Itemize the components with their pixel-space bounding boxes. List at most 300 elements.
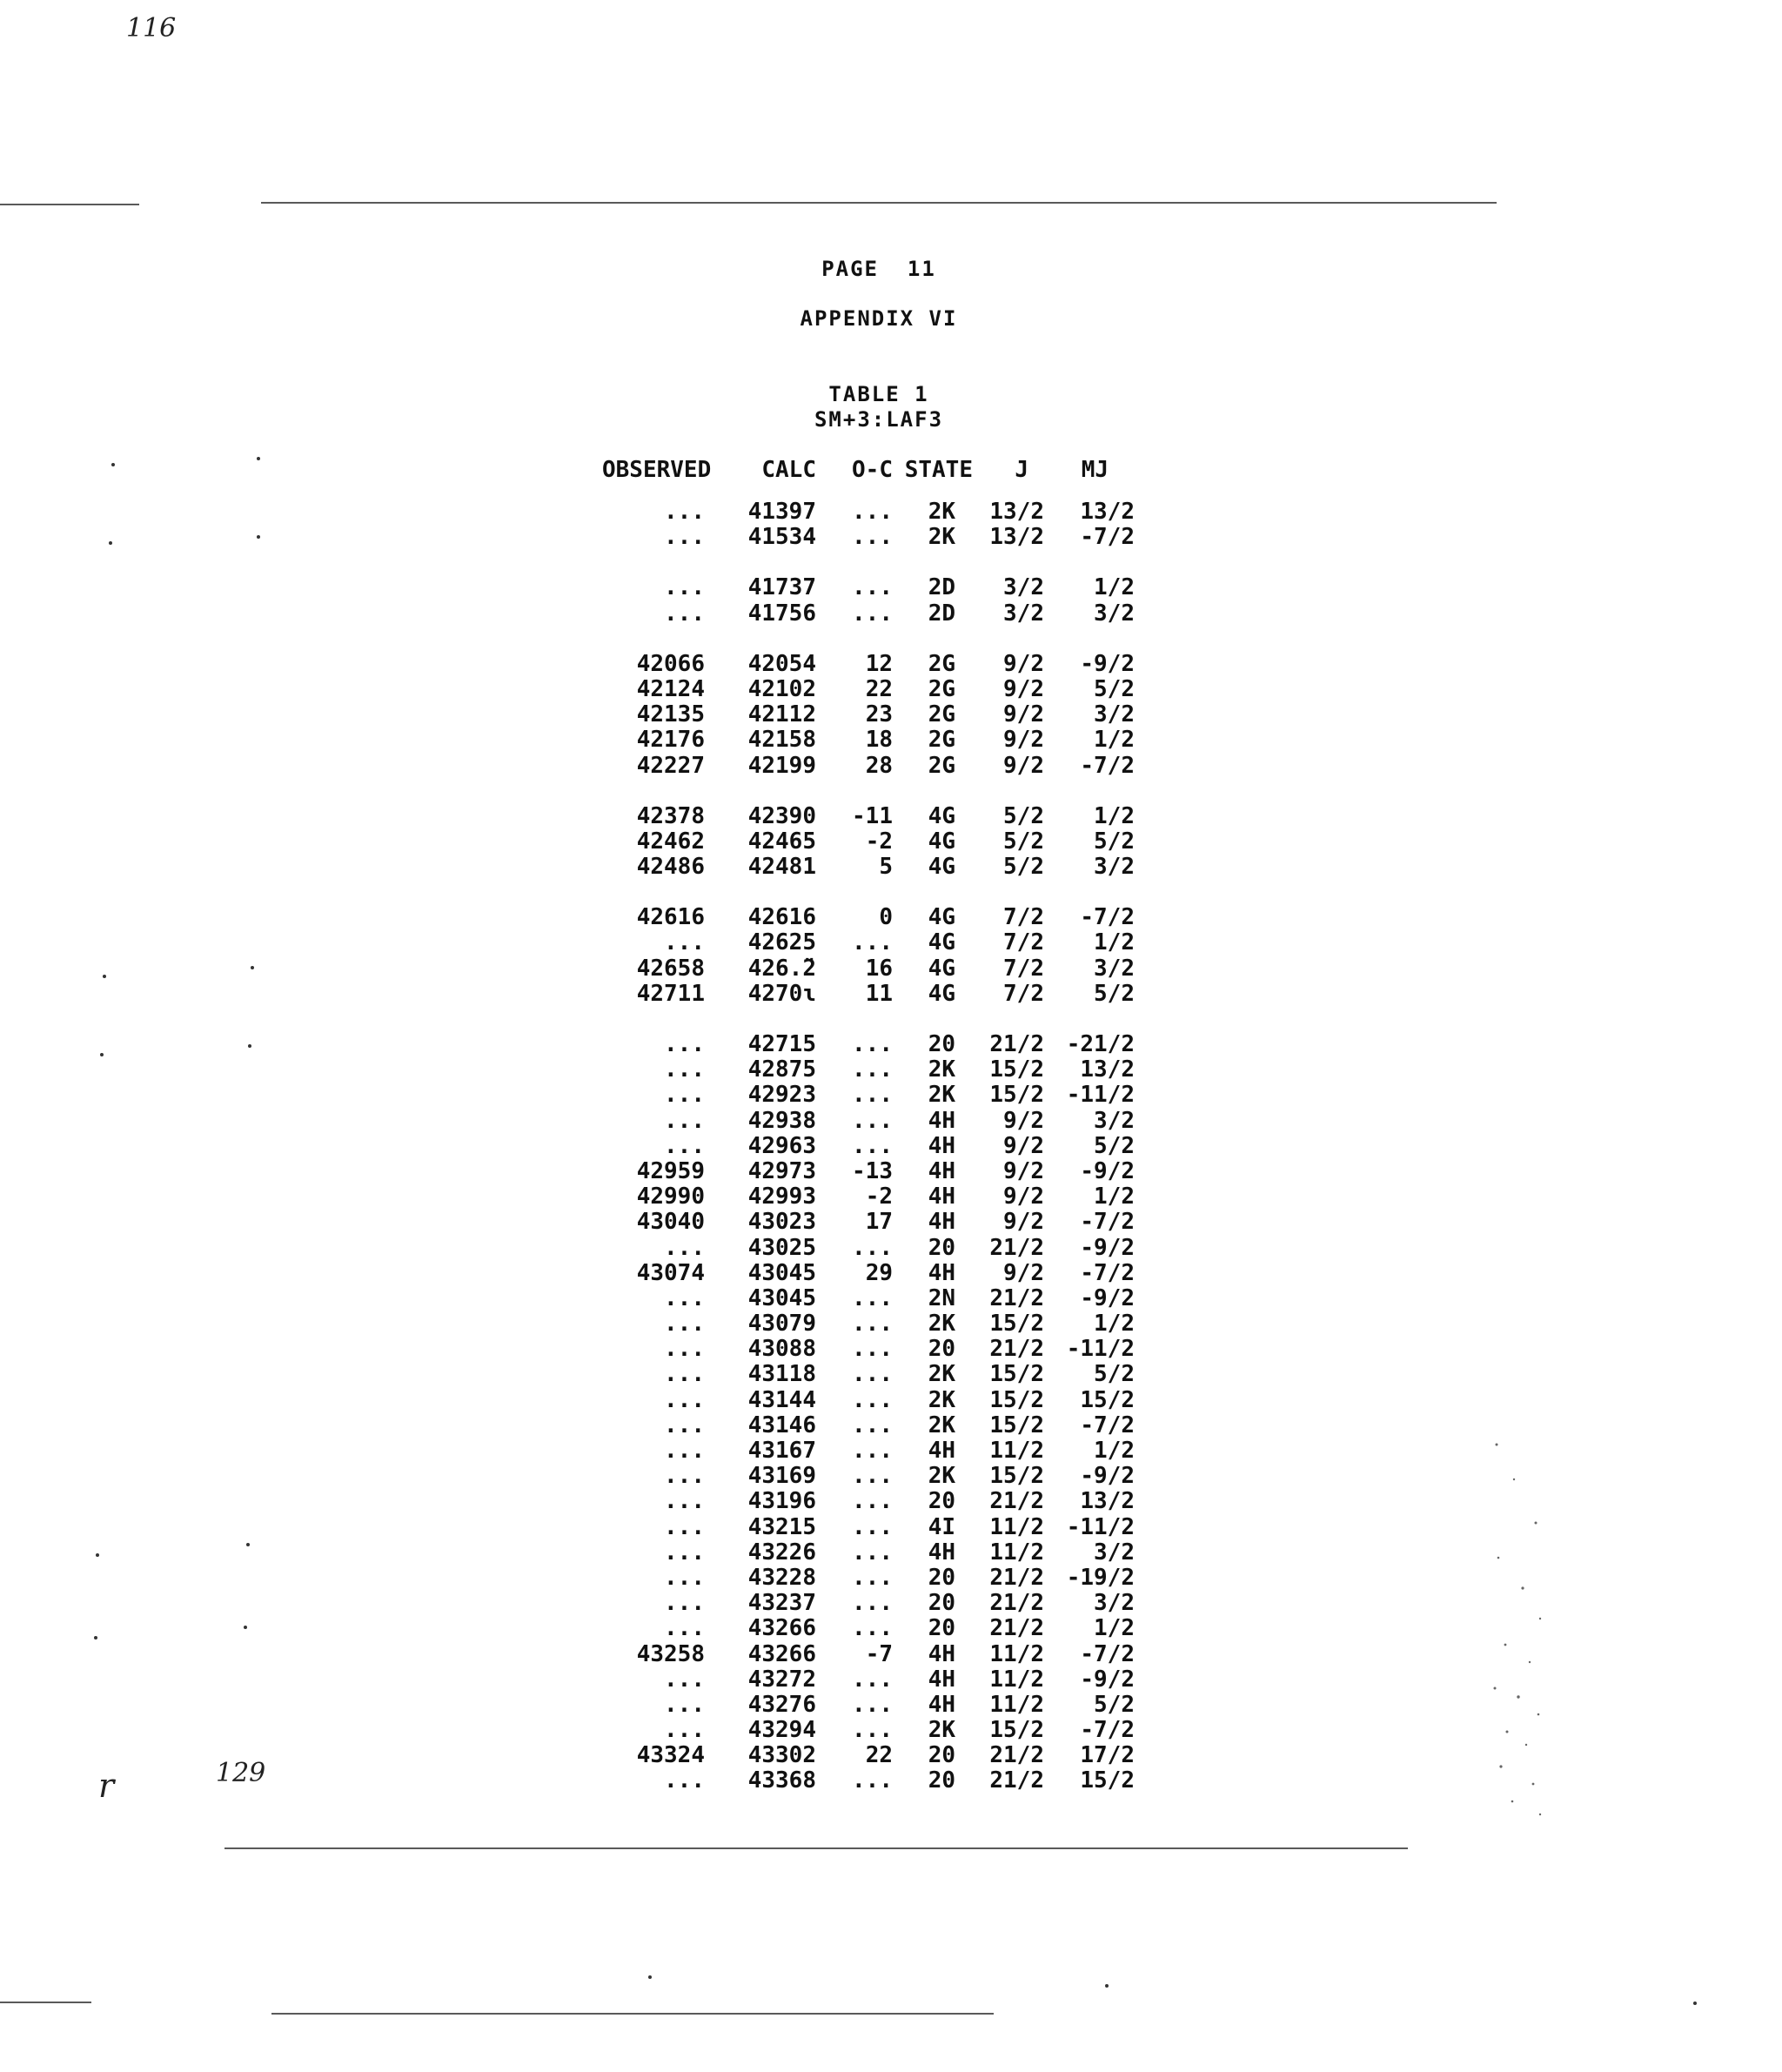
observed-cell: ... bbox=[664, 1336, 705, 1363]
j-cell: 5/2 bbox=[1003, 802, 1044, 829]
observed-cell: ... bbox=[664, 1056, 705, 1083]
calc-cell: 43045 bbox=[747, 1284, 816, 1311]
calc-cell: 43228 bbox=[747, 1564, 816, 1591]
j-cell: 9/2 bbox=[1003, 1132, 1044, 1159]
observed-cell: 42124 bbox=[636, 675, 705, 702]
o-c-cell: 0 bbox=[879, 904, 893, 931]
observed-cell: ... bbox=[664, 1438, 705, 1464]
observed-cell: ... bbox=[664, 1564, 705, 1591]
table-row bbox=[602, 930, 1135, 956]
mj-cell: 1/2 bbox=[1094, 1311, 1135, 1338]
j-cell: 9/2 bbox=[1003, 752, 1044, 779]
table-row bbox=[602, 1515, 1135, 1540]
observed-cell: ... bbox=[664, 1666, 705, 1693]
mj-cell: -11/2 bbox=[1066, 1082, 1135, 1109]
table-row bbox=[602, 1057, 1135, 1083]
state-cell: 4H bbox=[928, 1691, 955, 1718]
o-c-cell: -2 bbox=[865, 1184, 893, 1210]
observed-cell: ... bbox=[664, 1386, 705, 1413]
table-row bbox=[602, 1083, 1135, 1108]
o-c-cell: 28 bbox=[865, 752, 893, 779]
calc-cell: 43146 bbox=[747, 1412, 816, 1438]
bottom-rule bbox=[224, 1847, 1408, 1849]
state-cell: 2G bbox=[928, 701, 955, 728]
table-row bbox=[602, 702, 1135, 728]
observed-cell: ... bbox=[664, 1488, 705, 1515]
observed-cell: ... bbox=[664, 1513, 705, 1540]
state-cell: 4H bbox=[928, 1640, 955, 1667]
j-cell: 21/2 bbox=[989, 1284, 1044, 1311]
j-cell: 9/2 bbox=[1003, 727, 1044, 754]
mj-cell: -11/2 bbox=[1066, 1513, 1135, 1540]
mj-cell: -7/2 bbox=[1080, 1412, 1135, 1438]
state-cell: 4H bbox=[928, 1157, 955, 1184]
state-cell: 4I bbox=[928, 1513, 955, 1540]
mj-cell: 1/2 bbox=[1094, 1184, 1135, 1210]
calc-cell: 43196 bbox=[747, 1488, 816, 1515]
state-cell: 2K bbox=[928, 524, 955, 551]
o-c-cell: 12 bbox=[865, 650, 893, 677]
o-c-cell: ... bbox=[852, 1539, 893, 1566]
j-cell: 15/2 bbox=[989, 1412, 1044, 1438]
scan-speck bbox=[257, 457, 260, 460]
j-cell: 9/2 bbox=[1003, 701, 1044, 728]
calc-cell: 43215 bbox=[747, 1513, 816, 1540]
state-cell: 20 bbox=[928, 1564, 955, 1591]
scan-speck bbox=[96, 1553, 99, 1557]
mj-cell: 3/2 bbox=[1094, 1107, 1135, 1134]
mj-cell: 3/2 bbox=[1094, 1539, 1135, 1566]
calc-cell: 41397 bbox=[747, 499, 816, 525]
mj-cell: -7/2 bbox=[1080, 1209, 1135, 1236]
o-c-cell: 22 bbox=[865, 675, 893, 702]
scan-speck bbox=[248, 1044, 251, 1048]
j-cell: 21/2 bbox=[989, 1336, 1044, 1363]
table-row bbox=[602, 1489, 1135, 1514]
j-cell: 3/2 bbox=[1003, 600, 1044, 627]
handwritten-note: 129 bbox=[216, 1758, 266, 1788]
observed-cell: ... bbox=[664, 1767, 705, 1794]
j-cell: 15/2 bbox=[989, 1463, 1044, 1490]
mj-cell: -7/2 bbox=[1080, 752, 1135, 779]
mj-cell: 5/2 bbox=[1094, 1691, 1135, 1718]
calc-cell: 43294 bbox=[747, 1717, 816, 1744]
j-cell: 15/2 bbox=[989, 1056, 1044, 1083]
j-cell: 15/2 bbox=[989, 1311, 1044, 1338]
o-c-cell: -7 bbox=[865, 1640, 893, 1667]
table-row bbox=[602, 525, 1135, 550]
mj-cell: 13/2 bbox=[1080, 1056, 1135, 1083]
state-cell: 4G bbox=[928, 904, 955, 931]
calc-cell: 43272 bbox=[747, 1666, 816, 1693]
o-c-cell: ... bbox=[852, 1107, 893, 1134]
state-cell: 4H bbox=[928, 1259, 955, 1286]
observed-cell: ... bbox=[664, 1132, 705, 1159]
column-header-o-c: O-C bbox=[852, 457, 893, 483]
observed-cell: ... bbox=[664, 1311, 705, 1338]
state-cell: 2K bbox=[928, 1082, 955, 1109]
observed-cell: 42711 bbox=[636, 980, 705, 1007]
calc-cell: 42465 bbox=[747, 828, 816, 855]
calc-cell: 426.̈2 bbox=[747, 955, 816, 982]
j-cell: 9/2 bbox=[1003, 650, 1044, 677]
calc-cell: 43169 bbox=[747, 1463, 816, 1490]
o-c-cell: 29 bbox=[865, 1259, 893, 1286]
table-row bbox=[602, 500, 1135, 525]
scan-speck bbox=[257, 535, 260, 539]
state-cell: 2G bbox=[928, 727, 955, 754]
calc-cell: 42481 bbox=[747, 854, 816, 881]
table-header-row bbox=[602, 454, 1135, 486]
mj-cell: -7/2 bbox=[1080, 904, 1135, 931]
state-cell: 2D bbox=[928, 574, 955, 601]
o-c-cell: 17 bbox=[865, 1209, 893, 1236]
top-rule bbox=[261, 202, 1497, 204]
observed-cell: ... bbox=[664, 1615, 705, 1642]
scan-speck bbox=[1105, 1984, 1109, 1988]
j-cell: 5/2 bbox=[1003, 854, 1044, 881]
observed-cell: 42462 bbox=[636, 828, 705, 855]
table-row bbox=[602, 1693, 1135, 1718]
table-row bbox=[602, 1337, 1135, 1362]
j-cell: 11/2 bbox=[989, 1539, 1044, 1566]
state-cell: 2G bbox=[928, 675, 955, 702]
mj-cell: 3/2 bbox=[1094, 1590, 1135, 1617]
observed-cell: 42176 bbox=[636, 727, 705, 754]
mj-cell: -19/2 bbox=[1066, 1564, 1135, 1591]
calc-cell: 43167 bbox=[747, 1438, 816, 1464]
mj-cell: -21/2 bbox=[1066, 1031, 1135, 1057]
j-cell: 11/2 bbox=[989, 1438, 1044, 1464]
mj-cell: 1/2 bbox=[1094, 802, 1135, 829]
observed-cell: ... bbox=[664, 1031, 705, 1057]
calc-cell: 43226 bbox=[747, 1539, 816, 1566]
j-cell: 7/2 bbox=[1003, 904, 1044, 931]
state-cell: 20 bbox=[928, 1336, 955, 1363]
calc-cell: 41737 bbox=[747, 574, 816, 601]
observed-cell: 42227 bbox=[636, 752, 705, 779]
state-cell: 20 bbox=[928, 1234, 955, 1261]
observed-cell: 43040 bbox=[636, 1209, 705, 1236]
state-cell: 4H bbox=[928, 1666, 955, 1693]
state-cell: 20 bbox=[928, 1742, 955, 1769]
table-row bbox=[602, 1362, 1135, 1387]
o-c-cell: 23 bbox=[865, 701, 893, 728]
table-row bbox=[602, 1261, 1135, 1286]
column-header-j: J bbox=[1015, 457, 1028, 483]
table-row bbox=[602, 1184, 1135, 1210]
o-c-cell: ... bbox=[852, 1234, 893, 1261]
state-cell: 4G bbox=[928, 955, 955, 982]
o-c-cell: ... bbox=[852, 1717, 893, 1744]
calc-cell: 43023 bbox=[747, 1209, 816, 1236]
j-cell: 21/2 bbox=[989, 1234, 1044, 1261]
j-cell: 21/2 bbox=[989, 1767, 1044, 1794]
calc-cell: 43266 bbox=[747, 1615, 816, 1642]
footer-rule bbox=[271, 2013, 994, 2015]
table-row bbox=[602, 1616, 1135, 1641]
observed-cell: 43074 bbox=[636, 1259, 705, 1286]
calc-cell: 42993 bbox=[747, 1184, 816, 1210]
calc-cell: 42390 bbox=[747, 802, 816, 829]
o-c-cell: ... bbox=[852, 1691, 893, 1718]
mj-cell: 3/2 bbox=[1094, 854, 1135, 881]
table-row bbox=[602, 754, 1135, 779]
j-cell: 5/2 bbox=[1003, 828, 1044, 855]
state-cell: 4G bbox=[928, 828, 955, 855]
observed-cell: 42486 bbox=[636, 854, 705, 881]
scan-speck bbox=[251, 966, 254, 969]
j-cell: 9/2 bbox=[1003, 1184, 1044, 1210]
j-cell: 9/2 bbox=[1003, 1209, 1044, 1236]
table-row bbox=[602, 1311, 1135, 1337]
table-title: TABLE 1 bbox=[828, 382, 929, 406]
state-cell: 4H bbox=[928, 1184, 955, 1210]
mj-cell: 5/2 bbox=[1094, 1361, 1135, 1388]
calc-cell: 42963 bbox=[747, 1132, 816, 1159]
table-row bbox=[602, 1540, 1135, 1566]
state-cell: 2K bbox=[928, 1056, 955, 1083]
table-row bbox=[602, 1591, 1135, 1616]
o-c-cell: ... bbox=[852, 600, 893, 627]
calc-cell: 43079 bbox=[747, 1311, 816, 1338]
state-cell: 20 bbox=[928, 1615, 955, 1642]
o-c-cell: ... bbox=[852, 1031, 893, 1057]
calc-cell: 43302 bbox=[747, 1742, 816, 1769]
state-cell: 20 bbox=[928, 1767, 955, 1794]
state-cell: 4G bbox=[928, 980, 955, 1007]
calc-cell: 42938 bbox=[747, 1107, 816, 1134]
column-header-calc: CALC bbox=[761, 457, 816, 483]
o-c-cell: ... bbox=[852, 1284, 893, 1311]
scan-speck bbox=[94, 1636, 97, 1639]
mj-cell: 5/2 bbox=[1094, 980, 1135, 1007]
o-c-cell: ... bbox=[852, 1513, 893, 1540]
mj-cell: 15/2 bbox=[1080, 1386, 1135, 1413]
column-header-mj: MJ bbox=[1081, 457, 1109, 483]
o-c-cell: -2 bbox=[865, 828, 893, 855]
j-cell: 21/2 bbox=[989, 1488, 1044, 1515]
observed-cell: 42135 bbox=[636, 701, 705, 728]
state-cell: 20 bbox=[928, 1031, 955, 1057]
o-c-cell: ... bbox=[852, 1386, 893, 1413]
calc-cell: 42715 bbox=[747, 1031, 816, 1057]
compound-label: SM+3:LAF3 bbox=[814, 407, 944, 432]
observed-cell: 42959 bbox=[636, 1157, 705, 1184]
scan-speck bbox=[103, 975, 106, 978]
o-c-cell: ... bbox=[852, 1082, 893, 1109]
table-row bbox=[602, 804, 1135, 829]
state-cell: 4G bbox=[928, 854, 955, 881]
calc-cell: 43266 bbox=[747, 1640, 816, 1667]
mj-cell: 5/2 bbox=[1094, 1132, 1135, 1159]
table-row bbox=[602, 855, 1135, 880]
state-cell: 4H bbox=[928, 1539, 955, 1566]
j-cell: 13/2 bbox=[989, 499, 1044, 525]
scan-speck bbox=[648, 1975, 652, 1979]
o-c-cell: ... bbox=[852, 1412, 893, 1438]
state-cell: 20 bbox=[928, 1488, 955, 1515]
mj-cell: 5/2 bbox=[1094, 828, 1135, 855]
state-cell: 2K bbox=[928, 499, 955, 525]
o-c-cell: ... bbox=[852, 1463, 893, 1490]
o-c-cell: 16 bbox=[865, 955, 893, 982]
table-row bbox=[602, 1743, 1135, 1768]
mj-cell: -9/2 bbox=[1080, 1463, 1135, 1490]
j-cell: 7/2 bbox=[1003, 929, 1044, 956]
observed-cell: ... bbox=[664, 1412, 705, 1438]
calc-cell: 43368 bbox=[747, 1767, 816, 1794]
state-cell: 20 bbox=[928, 1590, 955, 1617]
o-c-cell: 18 bbox=[865, 727, 893, 754]
handwritten-page-number: 116 bbox=[126, 13, 177, 44]
state-cell: 2K bbox=[928, 1463, 955, 1490]
mj-cell: 1/2 bbox=[1094, 1438, 1135, 1464]
scan-speck bbox=[100, 1053, 104, 1056]
j-cell: 7/2 bbox=[1003, 980, 1044, 1007]
table-row bbox=[602, 1210, 1135, 1235]
calc-cell: 42054 bbox=[747, 650, 816, 677]
observed-cell: ... bbox=[664, 600, 705, 627]
j-cell: 21/2 bbox=[989, 1031, 1044, 1057]
table-row bbox=[602, 1109, 1135, 1134]
footer-left-rule bbox=[0, 2002, 91, 2003]
j-cell: 11/2 bbox=[989, 1691, 1044, 1718]
observed-cell: 42066 bbox=[636, 650, 705, 677]
state-cell: 4G bbox=[928, 802, 955, 829]
calc-cell: 43025 bbox=[747, 1234, 816, 1261]
o-c-cell: -11 bbox=[852, 802, 893, 829]
mj-cell: 13/2 bbox=[1080, 499, 1135, 525]
observed-cell: 43258 bbox=[636, 1640, 705, 1667]
mj-cell: -9/2 bbox=[1080, 1157, 1135, 1184]
observed-cell: ... bbox=[664, 1234, 705, 1261]
table-row bbox=[602, 1286, 1135, 1311]
table-row bbox=[602, 1718, 1135, 1743]
table-row bbox=[602, 677, 1135, 702]
calc-cell: 43045 bbox=[747, 1259, 816, 1286]
calc-cell: 42625 bbox=[747, 929, 816, 956]
mj-cell: -7/2 bbox=[1080, 524, 1135, 551]
o-c-cell: ... bbox=[852, 1488, 893, 1515]
column-header-observed: OBSERVED bbox=[602, 457, 712, 483]
observed-cell: ... bbox=[664, 1691, 705, 1718]
table-row bbox=[602, 1768, 1135, 1794]
observed-cell: 42658 bbox=[636, 955, 705, 982]
observed-cell: ... bbox=[664, 1284, 705, 1311]
calc-cell: 4270ɩ bbox=[747, 980, 816, 1007]
o-c-cell: ... bbox=[852, 1767, 893, 1794]
observed-cell: 42990 bbox=[636, 1184, 705, 1210]
table-row bbox=[602, 652, 1135, 677]
o-c-cell: -13 bbox=[852, 1157, 893, 1184]
observed-cell: ... bbox=[664, 1539, 705, 1566]
mj-cell: 1/2 bbox=[1094, 1615, 1135, 1642]
scan-speck bbox=[109, 541, 112, 545]
j-cell: 15/2 bbox=[989, 1717, 1044, 1744]
state-cell: 2K bbox=[928, 1361, 955, 1388]
observed-cell: ... bbox=[664, 1107, 705, 1134]
state-cell: 4H bbox=[928, 1132, 955, 1159]
observed-cell: 43324 bbox=[636, 1742, 705, 1769]
table-body bbox=[602, 500, 1135, 1794]
mj-cell: -9/2 bbox=[1080, 1234, 1135, 1261]
calc-cell: 42158 bbox=[747, 727, 816, 754]
j-cell: 9/2 bbox=[1003, 1157, 1044, 1184]
o-c-cell: ... bbox=[852, 524, 893, 551]
o-c-cell: ... bbox=[852, 1564, 893, 1591]
table-row bbox=[602, 1236, 1135, 1261]
mj-cell: -9/2 bbox=[1080, 1284, 1135, 1311]
calc-cell: 42199 bbox=[747, 752, 816, 779]
table-row bbox=[602, 1642, 1135, 1667]
observed-cell: ... bbox=[664, 1590, 705, 1617]
observed-cell: 42616 bbox=[636, 904, 705, 931]
mj-cell: -11/2 bbox=[1066, 1336, 1135, 1363]
mj-cell: 5/2 bbox=[1094, 675, 1135, 702]
table-row bbox=[602, 1413, 1135, 1438]
calc-cell: 43144 bbox=[747, 1386, 816, 1413]
o-c-cell: ... bbox=[852, 574, 893, 601]
page-label: PAGE 11 bbox=[821, 257, 936, 281]
mj-cell: 3/2 bbox=[1094, 701, 1135, 728]
mj-cell: 15/2 bbox=[1080, 1767, 1135, 1794]
observed-cell: ... bbox=[664, 1082, 705, 1109]
mj-cell: 3/2 bbox=[1094, 600, 1135, 627]
j-cell: 11/2 bbox=[989, 1513, 1044, 1540]
table-row bbox=[602, 1438, 1135, 1464]
scan-speck bbox=[244, 1626, 247, 1629]
data-table bbox=[602, 454, 1135, 1794]
calc-cell: 43118 bbox=[747, 1361, 816, 1388]
state-cell: 2D bbox=[928, 600, 955, 627]
observed-cell: ... bbox=[664, 499, 705, 525]
state-cell: 2K bbox=[928, 1717, 955, 1744]
mj-cell: -7/2 bbox=[1080, 1640, 1135, 1667]
state-cell: 4H bbox=[928, 1107, 955, 1134]
left-margin-rule bbox=[0, 204, 139, 205]
mj-cell: 17/2 bbox=[1080, 1742, 1135, 1769]
calc-cell: 42923 bbox=[747, 1082, 816, 1109]
j-cell: 21/2 bbox=[989, 1615, 1044, 1642]
mj-cell: 1/2 bbox=[1094, 574, 1135, 601]
o-c-cell: ... bbox=[852, 1132, 893, 1159]
j-cell: 9/2 bbox=[1003, 675, 1044, 702]
mj-cell: -9/2 bbox=[1080, 1666, 1135, 1693]
calc-cell: 41534 bbox=[747, 524, 816, 551]
calc-cell: 43237 bbox=[747, 1590, 816, 1617]
o-c-cell: ... bbox=[852, 1666, 893, 1693]
table-row bbox=[602, 1134, 1135, 1159]
o-c-cell: ... bbox=[852, 1590, 893, 1617]
o-c-cell: ... bbox=[852, 1311, 893, 1338]
table-row bbox=[602, 905, 1135, 930]
calc-cell: 42875 bbox=[747, 1056, 816, 1083]
mj-cell: 1/2 bbox=[1094, 727, 1135, 754]
o-c-cell: ... bbox=[852, 1615, 893, 1642]
calc-cell: 43276 bbox=[747, 1691, 816, 1718]
o-c-cell: ... bbox=[852, 1336, 893, 1363]
scan-speck bbox=[111, 463, 115, 466]
j-cell: 15/2 bbox=[989, 1361, 1044, 1388]
table-row bbox=[602, 1566, 1135, 1591]
table-row bbox=[602, 728, 1135, 753]
column-header-state: STATE bbox=[904, 457, 973, 483]
observed-cell: ... bbox=[664, 574, 705, 601]
handwritten-mark: r bbox=[98, 1767, 115, 1805]
j-cell: 9/2 bbox=[1003, 1259, 1044, 1286]
j-cell: 21/2 bbox=[989, 1590, 1044, 1617]
